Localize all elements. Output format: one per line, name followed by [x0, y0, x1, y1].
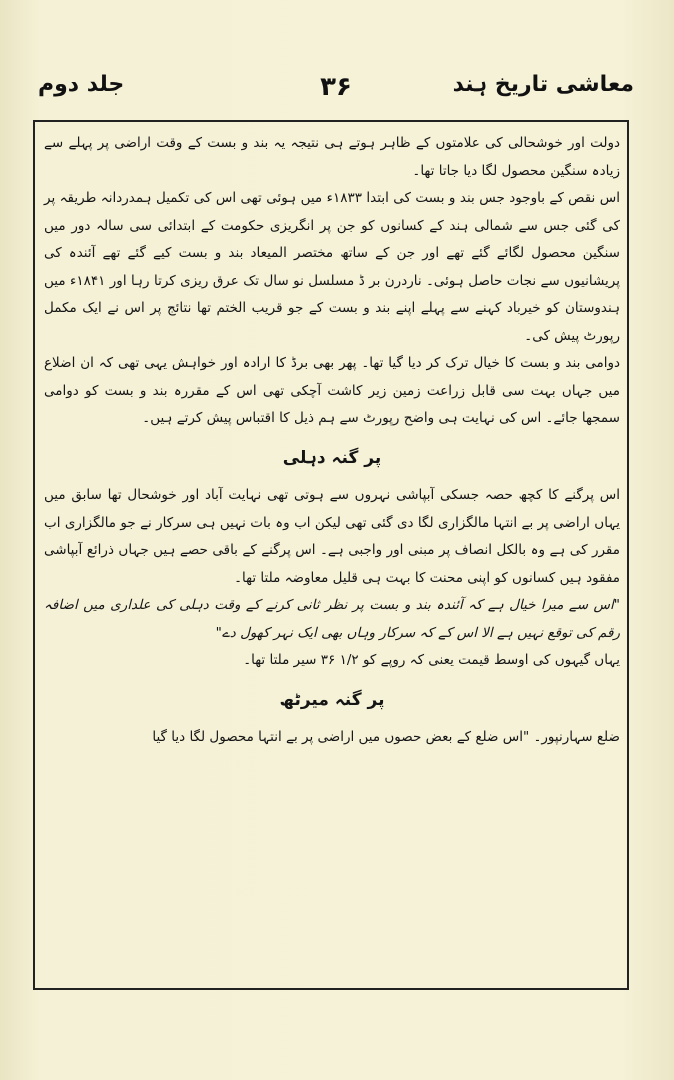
- volume-label: جلد دوم: [38, 72, 125, 97]
- subheading-delhi: پر گنہ دہلی: [282, 447, 382, 468]
- page-header: [38, 72, 634, 112]
- paragraph-6: یہاں گیہوں کی اوسط قیمت یعنی کہ روپے کو ۱/۲ ۳۶ سیر ملتا تھا۔: [243, 652, 620, 668]
- running-title: معاشی تاریخ ہند: [452, 72, 634, 97]
- paragraph-2: اس نقص کے باوجود جس بند و بست کی ابتدا ۱۸۳۳ء میں ہوئی تھی اس کی تکمیل ہمدردانہ طریقہ پر کی گئی جس سے شمالی ہند کے کسانوں کو جن پر انگریزی حکومت کے ابتدائی سی سالہ دور میں سنگین محصول لگائے گئے تھے اور جن کے ساتھ مختصر المیعاد بند و بست کیے گئے تھے آئندہ کی پریشانیوں سے نجات حاصل ہوئی۔ ناردرن بر ڈ مسلسل نو سال تک عرق ریزی کرتا رہا اور ۱۸۴۱ء میں ہندوستان کو خیرباد کہنے سے پہلے اپنے بند و بست کے جو قریب الختم تھا نتائج پر اس نے ایک مکمل رپورٹ پیش کی۔: [44, 190, 620, 344]
- paragraph-3: دوامی بند و بست کا خیال ترک کر دیا گیا تھا۔ پھر بھی برڈ کا ارادہ اور خواہش یہی تھی کہ ان اضلاع میں جہاں بہت سی قابل زراعت زمین زیر کاشت آچکی تھی اس کے مقررہ بند و بست کو دوامی سمجھا جائے۔ اس کی نہایت ہی واضح رپورٹ سے ہم ذیل کا اقتباس پیش کرتے ہیں۔: [44, 355, 620, 426]
- paragraph-4: اس پرگنے کا کچھ حصہ جسکی آبپاشی نہروں سے ہوتی تھی نہایت آباد اور خوشحال تھا سابق میں یہاں اراضی پر بے انتہا مالگزاری لگا دی گئی تھی لیکن اب وہ بات نہیں ہی سرکار نے جو مالگزاری اب مقرر کی ہے وہ بالکل انصاف پر مبنی اور واجبی ہے۔ اس پرگنے کے باقی حصے ہیں جہاں ذرائع آبپاشی مفقود ہیں کسانوں کو اپنی محنت کا بہت ہی قلیل معاوضہ ملتا تھا۔: [44, 487, 620, 586]
- subheading-meerut: پر گنہ میرٹھ: [279, 689, 385, 710]
- paragraph-5: "اس سے میرا خیال ہے کہ آئندہ بند و بست پر نظر ثانی کرنے کے وقت دہلی کی علداری میں اضافہ رقم کی توقع نہیں ہے الا اس کے کہ سرکار وہاں بھی ایک نہر کھول دے": [44, 597, 620, 641]
- page-body: [44, 130, 620, 752]
- paragraph-1: دولت اور خوشحالی کی علامتوں کے ظاہر ہوتے ہی نتیجہ یہ بند و بست کے وقت اراضی پر پہلے سے زیادہ سنگین محصول لگا دیا جاتا تھا۔: [44, 135, 620, 179]
- page-number: ۳۶: [320, 72, 352, 102]
- paragraph-7: ضلع سہارنپور۔ "اس ضلع کے بعض حصوں میں اراضی پر بے انتہا محصول لگا دیا گیا: [152, 729, 620, 745]
